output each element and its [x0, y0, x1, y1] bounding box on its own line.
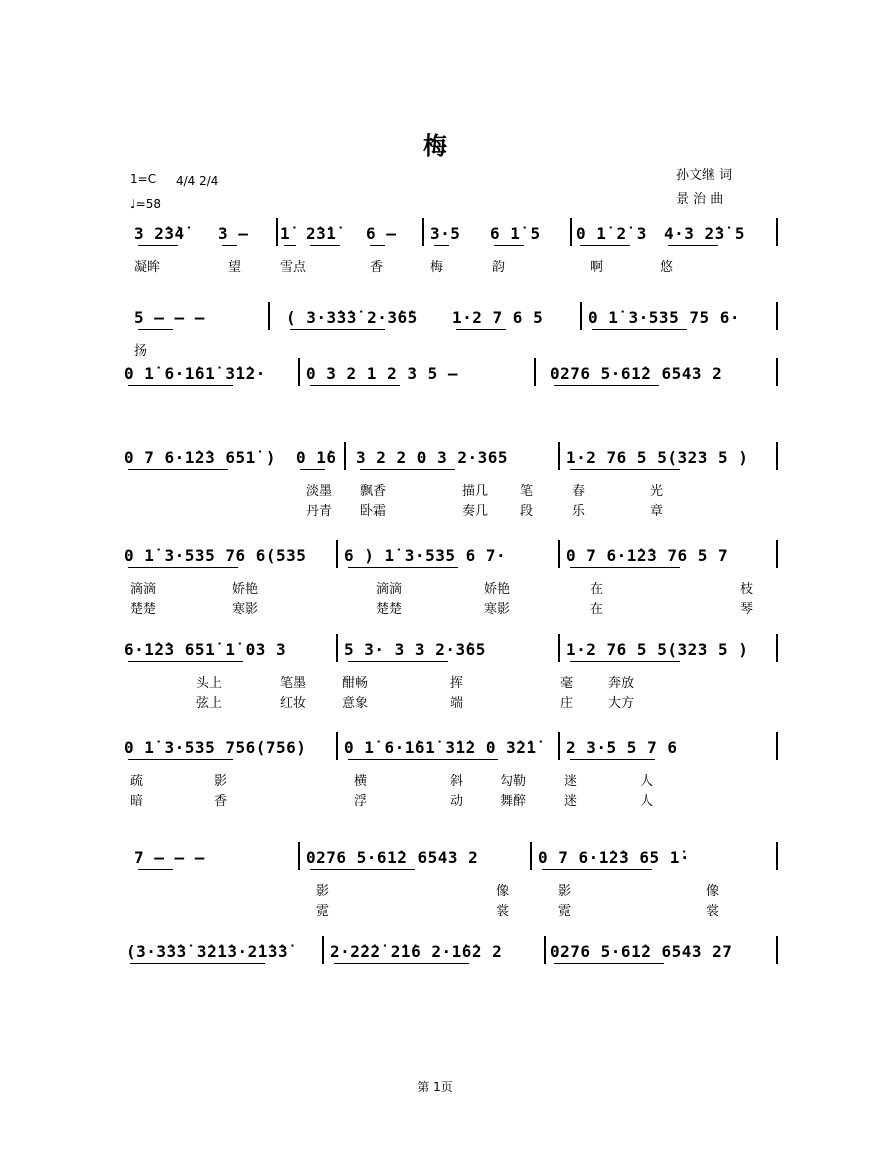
duration-underline [434, 245, 449, 246]
lyrics-verse-2 [120, 900, 780, 918]
lyric-word: 韵 [492, 260, 506, 275]
lyrics-verse-1 [120, 480, 780, 498]
lyric-word: 卧霜 [360, 504, 387, 519]
lyric-word: 笔墨 [280, 676, 307, 691]
note-group: 3 2 2 0 3 2·365 [356, 448, 508, 467]
lyric-word: 影 [214, 774, 228, 789]
lyric-word: 悠 [660, 260, 674, 275]
lyric-word: 奏几 [462, 504, 489, 519]
note-group: 6 1̇ 5 [490, 224, 541, 243]
lyric-word: 像 [496, 884, 510, 899]
tempo-marking: ♩=58 [130, 197, 161, 211]
page-number: 第 1页 [417, 1080, 453, 1094]
duration-underline [128, 469, 228, 470]
lyric-word: 意象 [342, 696, 369, 711]
lyric-word: 人 [640, 794, 654, 809]
note-group: 0 3 2 1 2 3 5 – [306, 364, 458, 383]
duration-underline [300, 469, 325, 470]
lyric-word: 毫 [560, 676, 574, 691]
lyric-word: 裳 [496, 904, 510, 919]
lyric-word: 疏 [130, 774, 144, 789]
lyric-word: 影 [558, 884, 572, 899]
lyric-word: 庄 [560, 696, 574, 711]
lyric-word: 端 [450, 696, 464, 711]
bar-line [558, 634, 560, 662]
lyrics-verse-2 [120, 692, 780, 710]
lyric-word: 裳 [706, 904, 720, 919]
lyric-word: 奔放 [608, 676, 635, 691]
lyric-word: 横 [354, 774, 368, 789]
duration-underline [348, 759, 498, 760]
note-group: 0 1̇ 6·1̇61̇ 3̇1̇2· [124, 364, 266, 383]
duration-underline [348, 661, 448, 662]
lyric-word: 章 [650, 504, 664, 519]
lyric-word: 舞醉 [500, 794, 527, 809]
lyric-word: 大方 [608, 696, 635, 711]
duration-underline [128, 385, 233, 386]
duration-underline [542, 869, 652, 870]
note-group: 5 3· 3 3 2·3̇65 [344, 640, 486, 659]
lyric-word: 斜 [450, 774, 464, 789]
note-group: 0 1̇ 6·1̇61̇ 3̇1̇2 0 3̇2̇1̇ [344, 738, 537, 757]
bar-line [298, 842, 300, 870]
lyric-word: 飘香 [360, 484, 387, 499]
time-signature: 4/4 2/4 [176, 174, 219, 188]
bar-line [776, 732, 778, 760]
duration-underline [580, 245, 630, 246]
notation-line [120, 840, 780, 872]
note-group: 0276 5·61̇2 6543 27 [550, 942, 733, 961]
lyric-word: 暗 [130, 794, 144, 809]
lyric-word: 凝眸 [134, 260, 161, 275]
lyric-word: 动 [450, 794, 464, 809]
bar-line [558, 732, 560, 760]
note-group: 2 3·5 5 7 6 [566, 738, 678, 757]
bar-line [268, 302, 270, 330]
duration-underline [348, 567, 458, 568]
note-group: 1·2 76 5 5(323 5 ) [566, 448, 749, 467]
note-group: 6 ) 1̇ 3·535 6 7· [344, 546, 507, 565]
bar-line [558, 540, 560, 568]
lyric-word: 望 [228, 260, 242, 275]
lyric-word: 扬 [134, 344, 148, 359]
lyrics-verse-2 [120, 500, 780, 518]
lyric-word: 香 [214, 794, 228, 809]
lyrics-verse-1 [120, 880, 780, 898]
duration-underline [130, 963, 265, 964]
lyric-word: 寒影 [232, 602, 259, 617]
note-group: 5 – – – [134, 308, 205, 327]
duration-underline [310, 245, 340, 246]
duration-underline [570, 661, 680, 662]
duration-underline [222, 245, 237, 246]
lyric-word: 迷 [564, 774, 578, 789]
lyric-word: 寒影 [484, 602, 511, 617]
composer-credit: 景 治 曲 [676, 192, 724, 207]
duration-underline [310, 869, 415, 870]
notation-line [120, 538, 780, 570]
notation-line [120, 934, 780, 966]
duration-underline [310, 385, 400, 386]
bar-line [776, 842, 778, 870]
duration-underline [570, 567, 680, 568]
lyric-word: 浮 [354, 794, 368, 809]
lyric-word: 霓 [316, 904, 330, 919]
bar-line [276, 218, 278, 246]
lyric-word: 迷 [564, 794, 578, 809]
note-group: 3 2̇3̇4̇ [134, 224, 185, 243]
bar-line [570, 218, 572, 246]
lyric-word: 段 [520, 504, 534, 519]
lyric-word: 滴滴 [376, 582, 403, 597]
note-group: 1·2 76 5 5(323 5 ) [566, 640, 749, 659]
bar-line [336, 540, 338, 568]
bar-line [776, 302, 778, 330]
note-group: 2̇3̇1̇ [306, 224, 337, 243]
lyric-word: 红妆 [280, 696, 307, 711]
note-group: ( 3·3̇3̇3̇ 2·3̇6̇5 [286, 308, 418, 327]
note-group: 0276 5·61̇2 6543 2 [306, 848, 479, 867]
bar-line [776, 936, 778, 964]
lyric-word: 光 [650, 484, 664, 499]
lyrics-verse-1 [120, 770, 780, 788]
lyric-word: 楚楚 [130, 602, 157, 617]
duration-underline [592, 329, 687, 330]
lyrics-verse-1 [120, 578, 780, 596]
duration-underline [370, 245, 385, 246]
duration-underline [128, 661, 243, 662]
bar-line [322, 936, 324, 964]
note-group: 0 7 6·1̇2̇3 76 5 7 [566, 546, 729, 565]
lyrics-verse-1 [120, 256, 780, 274]
duration-underline [138, 245, 178, 246]
lyric-word: 春 [572, 484, 586, 499]
lyric-word: 香 [370, 260, 384, 275]
bar-line [776, 540, 778, 568]
note-group: 6·1̇2̇3 651̇ 1̇ 03 3 [124, 640, 287, 659]
note-group: 0 1̇ 2̇ 3 [576, 224, 647, 243]
bar-line [776, 218, 778, 246]
duration-underline [494, 245, 524, 246]
lyric-word: 楚楚 [376, 602, 403, 617]
lyric-word: 笔 [520, 484, 534, 499]
duration-underline [554, 963, 664, 964]
lyric-word: 头上 [196, 676, 223, 691]
lyric-word: 在 [590, 602, 604, 617]
lyrics-verse-2 [120, 598, 780, 616]
note-group: 3 – [218, 224, 249, 243]
lyric-word: 娇艳 [232, 582, 259, 597]
lyric-word: 枝 [740, 582, 754, 597]
lyric-word: 影 [316, 884, 330, 899]
duration-underline [360, 469, 455, 470]
bar-line [558, 442, 560, 470]
lyric-word: 乐 [572, 504, 586, 519]
note-group: 7 – – – [134, 848, 205, 867]
duration-underline [570, 759, 655, 760]
note-group: (3·3̇3̇3̇ 3̇2̇1̇3·2̇1̇3̇3̇ [126, 942, 289, 961]
duration-underline [554, 385, 659, 386]
note-group: 0 7 6·1̇2̇3 651̇ ) [124, 448, 276, 467]
note-group: 0 1̇ 3·535 756(756) [124, 738, 307, 757]
notation-line [120, 216, 780, 248]
bar-line [530, 842, 532, 870]
bar-line [298, 358, 300, 386]
bar-line [344, 442, 346, 470]
bar-line [534, 358, 536, 386]
song-title: 梅 [423, 132, 447, 160]
lyric-word: 雪点 [280, 260, 307, 275]
notation-line [120, 632, 780, 664]
lyric-word: 勾勒 [500, 774, 527, 789]
lyric-word: 挥 [450, 676, 464, 691]
notation-line [120, 300, 780, 332]
note-group: 6 – [366, 224, 397, 243]
duration-underline [138, 869, 173, 870]
duration-underline [668, 245, 718, 246]
lyrics-verse-2 [120, 790, 780, 808]
note-group: 0 1̇ 3·535 76 6(535 [124, 546, 307, 565]
bar-line [544, 936, 546, 964]
lyric-word: 梅 [430, 260, 444, 275]
note-group: 0276 5·61̇2 6543 2 [550, 364, 723, 383]
notation-line [120, 730, 780, 762]
duration-underline [128, 759, 233, 760]
lyric-word: 啊 [590, 260, 604, 275]
duration-underline [570, 469, 680, 470]
bar-line [336, 634, 338, 662]
note-group: 0 7 6·1̇2̇3 65 1̇· [538, 848, 690, 867]
note-group: 4·3 2̇3̇ 5 [664, 224, 746, 243]
lyric-word: 霓 [558, 904, 572, 919]
note-group: 1·2 7 6 5 [452, 308, 544, 327]
lyric-word: 人 [640, 774, 654, 789]
note-group: 2·2̇2̇2̇ 2̇1̇6 2·1̇6̇2 2 [330, 942, 503, 961]
duration-underline [138, 329, 173, 330]
lyric-word: 丹青 [306, 504, 333, 519]
lyric-word: 酣畅 [342, 676, 369, 691]
note-group: 3·5 [430, 224, 461, 243]
bar-line [422, 218, 424, 246]
duration-underline [290, 329, 385, 330]
lyric-word: 娇艳 [484, 582, 511, 597]
lyric-word: 像 [706, 884, 720, 899]
lyric-word: 琴 [740, 602, 754, 617]
lyric-word: 在 [590, 582, 604, 597]
duration-underline [456, 329, 506, 330]
note-group: 0 1̇ 3·535 75 6· [588, 308, 740, 327]
lyric-word: 滴滴 [130, 582, 157, 597]
bar-line [336, 732, 338, 760]
notation-line [120, 356, 780, 388]
lyricist-credit: 孙文继 词 [676, 168, 733, 183]
bar-line [580, 302, 582, 330]
duration-underline [334, 963, 469, 964]
lyric-word: 弦上 [196, 696, 223, 711]
lyric-word: 描几 [462, 484, 489, 499]
note-group: 1̇ [280, 224, 291, 243]
notation-line [120, 440, 780, 472]
duration-underline [284, 245, 296, 246]
bar-line [776, 358, 778, 386]
lyric-word: 淡墨 [306, 484, 333, 499]
bar-line [776, 634, 778, 662]
key-signature: 1=C [130, 172, 157, 186]
lyrics-verse-1 [120, 672, 780, 690]
bar-line [776, 442, 778, 470]
duration-underline [128, 567, 238, 568]
note-group: 0 1̇6 [296, 448, 337, 467]
